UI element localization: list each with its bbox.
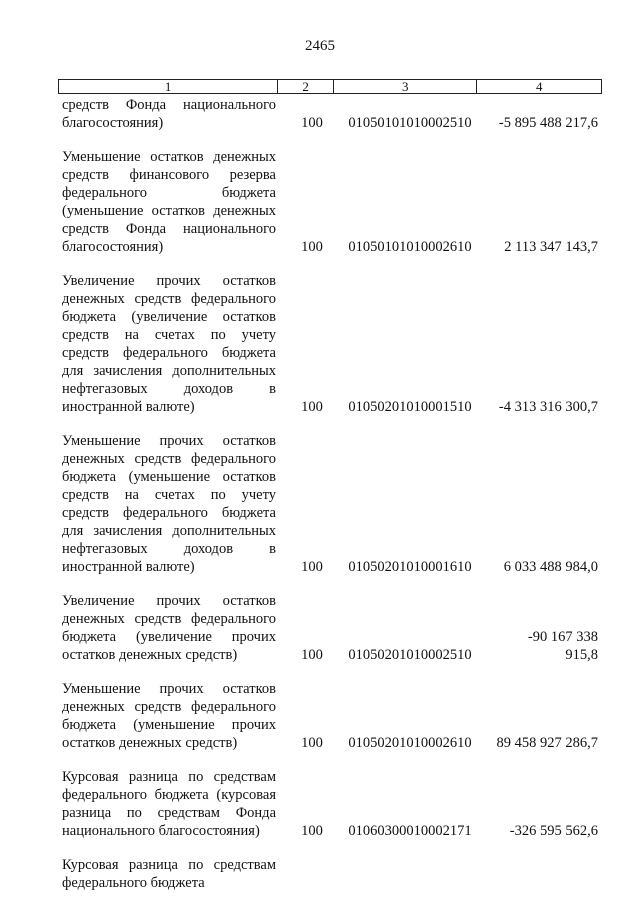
row-amount: -326 595 562,6 [509, 823, 598, 839]
row-description: Уменьшение остатков денежных средств финансового резерва федерального бюджета (уменьшение остатков денежных средств Фонда национального благосостояния) [62, 149, 276, 255]
row-description: Курсовая разница по средствам федерального бюджета (курсовая разница по средствам Фонда национального благосостояния) [62, 769, 276, 839]
row-description: Уменьшение прочих остатков денежных средств федерального бюджета (уменьшение остатков средств на счетах по учету средств федерального бюджета для зачисления дополнительных нефтегазовых доходов в иностранной валюте) [62, 433, 276, 575]
row-code: 100 [301, 735, 323, 751]
row-description: Уменьшение прочих остатков денежных средств федерального бюджета (уменьшение прочих остатков денежных средств) [62, 681, 276, 751]
table-row [58, 592, 602, 664]
row-amount: -4 313 316 300,7 [498, 399, 598, 415]
row-code: 100 [301, 239, 323, 255]
table-row [58, 768, 602, 840]
row-amount: -5 895 488 217,6 [498, 115, 598, 131]
row-amount: 6 033 488 984,0 [503, 559, 598, 575]
row-kbk: 01050201010002510 [348, 647, 472, 663]
row-description: Курсовая разница по средствам федерального бюджета [62, 857, 276, 891]
row-kbk: 01050201010001610 [348, 559, 472, 575]
row-amount: 2 113 347 143,7 [504, 239, 598, 255]
page-number: 2465 [305, 38, 335, 54]
row-code: 100 [301, 559, 323, 575]
row-code: 100 [301, 647, 323, 663]
row-amount: 89 458 927 286,7 [496, 735, 598, 751]
row-description: Увеличение прочих остатков денежных средств федерального бюджета (увеличение остатков средств на счетах по учету средств федерального бюджета для зачисления дополнительных нефтегазовых доходов в иностранной валюте) [62, 273, 276, 415]
header-col-1: 1 [59, 80, 278, 93]
table-row [58, 96, 602, 132]
table-row [58, 148, 602, 256]
row-kbk: 01050101010002510 [348, 115, 472, 131]
row-amount: -90 167 338 915,8 [527, 629, 598, 663]
header-col-4: 4 [535, 79, 543, 94]
table-header [58, 79, 602, 94]
row-description: средств Фонда национального благосостояния) [62, 97, 276, 131]
row-kbk: 01050201010002610 [348, 735, 472, 751]
row-description: Увеличение прочих остатков денежных средств федерального бюджета (увеличение прочих остатков денежных средств) [62, 593, 276, 663]
row-code: 100 [301, 399, 323, 415]
row-code: 100 [301, 115, 323, 131]
table-row [58, 432, 602, 576]
table-row [58, 856, 602, 892]
header-col-2: 2 [278, 80, 334, 93]
row-kbk: 01050201010001510 [348, 399, 472, 415]
header-col-3: 3 [334, 80, 477, 93]
table-body [58, 96, 602, 908]
row-code: 100 [301, 823, 323, 839]
row-kbk: 01050101010002610 [348, 239, 472, 255]
table-row [58, 272, 602, 416]
row-kbk: 01060300010002171 [348, 823, 472, 839]
table-row [58, 680, 602, 752]
